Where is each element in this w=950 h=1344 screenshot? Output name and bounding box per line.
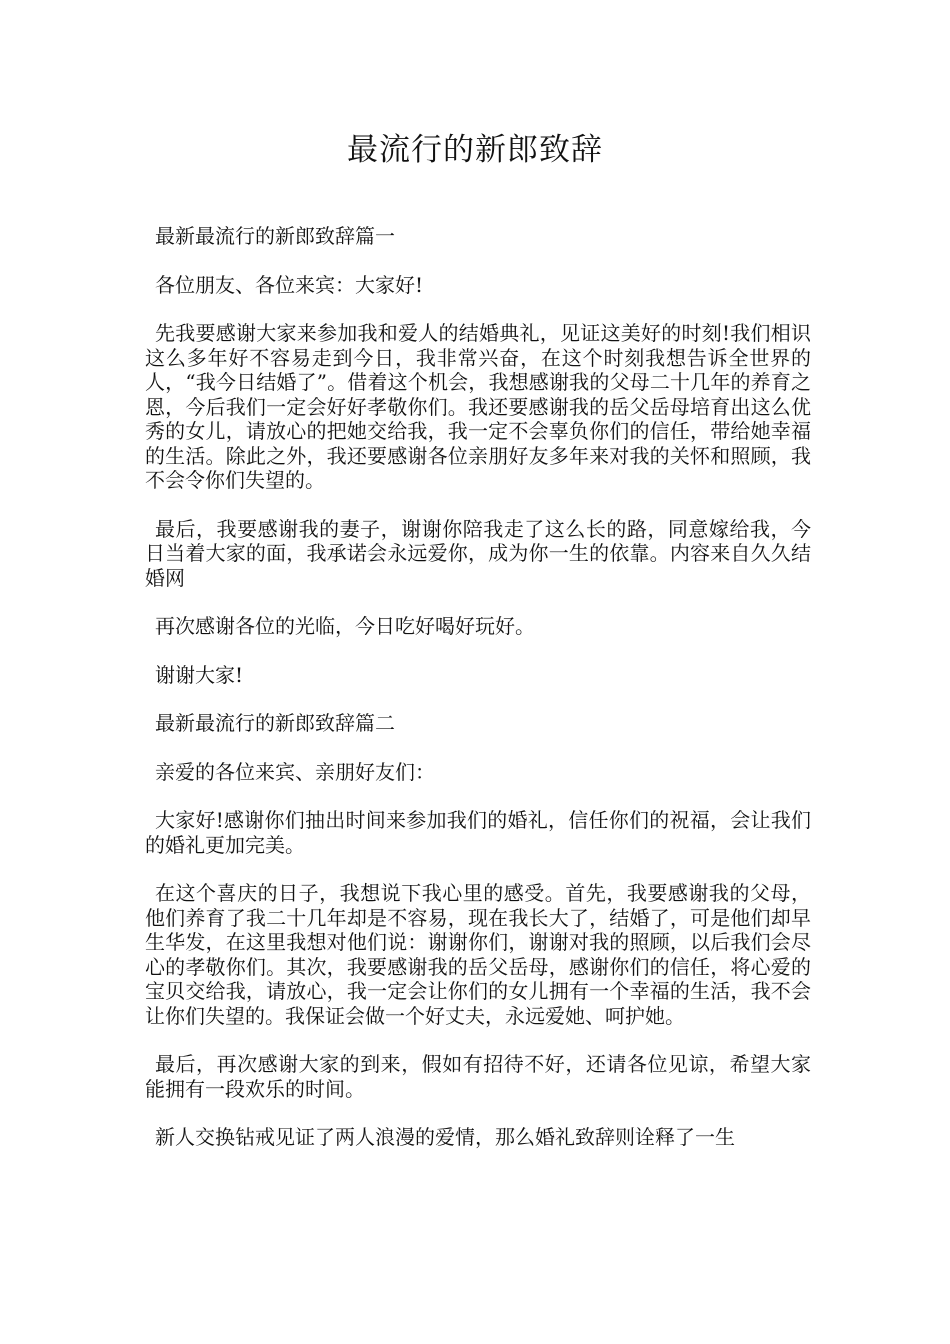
- closing-paragraph: 谢谢大家!: [155, 662, 244, 687]
- document-body: [145, 224, 811, 1174]
- body-paragraph: 新人交换钻戒见证了两人浪漫的爱情，那么婚礼致辞则诠释了一生: [155, 1125, 735, 1149]
- document-title: 最流行的新郎致辞: [347, 132, 603, 168]
- body-paragraph: 最后，我要感谢我的妻子，谢谢你陪我走了这么长的路，同意嫁给我，今日当着大家的面，我承诺会永远爱你，成为你一生的依靠。内容来自久久结婚网: [145, 516, 811, 590]
- body-paragraph: 最后，再次感谢大家的到来，假如有招待不好，还请各位见谅，希望大家能拥有一段欢乐的时间。: [145, 1052, 811, 1101]
- greeting-paragraph: 各位朋友、各位来宾：大家好!: [155, 272, 424, 297]
- section-heading-2: 最新最流行的新郎致辞篇二: [155, 711, 395, 735]
- section-heading-1: 最新最流行的新郎致辞篇一: [155, 224, 395, 248]
- body-paragraph: 先我要感谢大家来参加我和爱人的结婚典礼，见证这美好的时刻!我们相识这么多年好不容易走到今日，我非常兴奋，在这个时刻我想告诉全世界的人，“我今日结婚了”。借着这个机会，我想感谢我的父母二十几年的养育之恩，今后我们一定会好好孝敬你们。我还要感谢我的岳父岳母培育出这么优秀的女儿，请放心的把她交给我，我一定不会辜负你们的信任，带给她幸福的生活。除此之外，我还要感谢各位亲朋好友多年来对我的关怀和照顾，我不会令你们失望的。: [145, 321, 811, 492]
- body-paragraph: 再次感谢各位的光临，今日吃好喝好玩好。: [155, 614, 535, 638]
- body-paragraph: 大家好!感谢你们抽出时间来参加我们的婚礼，信任你们的祝福，会让我们的婚礼更加完美。: [145, 808, 811, 857]
- body-paragraph: 在这个喜庆的日子，我想说下我心里的感受。首先，我要感谢我的父母，他们养育了我二十几年却是不容易，现在我长大了，结婚了，可是他们却早生华发，在这里我想对他们说：谢谢你们，谢谢对我的照顾，以后我们会尽心的孝敬你们。其次，我要感谢我的岳父岳母，感谢你们的信任，将心爱的宝贝交给我，请放心，我一定会让你们的女儿拥有一个幸福的生活，我不会让你们失望的。我保证会做一个好丈夫，永远爱她、呵护她。: [145, 881, 811, 1028]
- greeting-paragraph: 亲爱的各位来宾、亲朋好友们：: [155, 759, 435, 784]
